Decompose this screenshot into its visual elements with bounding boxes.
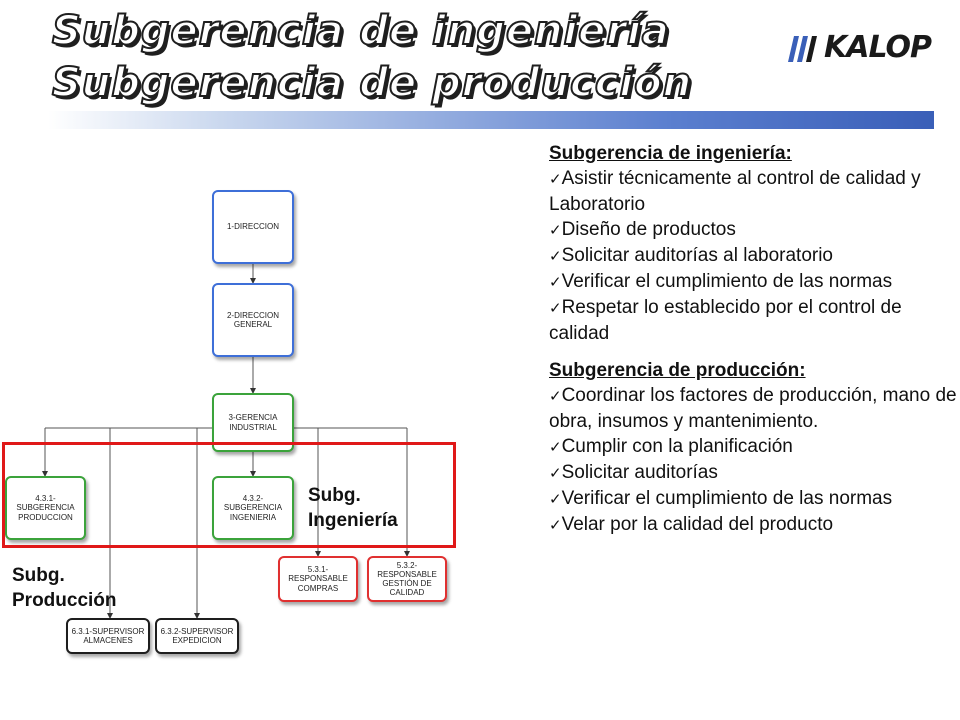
node-responsable-calidad: 5.3.2- RESPONSABLE GESTIÓN DE CALIDAD [367,556,447,602]
label-subg-produccion: Subg. Producción [12,565,117,611]
logo-text: KALOP [824,30,932,65]
node-direccion: 1-DIRECCION [212,190,294,264]
slide-title-line-1: Subgerencia de ingeniería [52,8,670,54]
node-responsable-compras: 5.3.1- RESPONSABLE COMPRAS [278,556,358,602]
functions-text-panel [549,141,959,538]
slide-title-line-2: Subgerencia de producción [52,60,693,106]
label-subg-ingenieria: Subg. Ingeniería [308,485,398,531]
section-title-produccion: Subgerencia de producción: [549,360,806,381]
node-supervisor-almacenes: 6.3.1-SUPERVISOR ALMACENES [66,618,150,654]
list-item: ✓ Asistir técnicamente al control de calidad y Laboratorio [549,166,959,217]
section-title-ingenieria: Subgerencia de ingeniería: [549,143,792,164]
list-item: ✓ Verificar el cumplimiento de las normas [549,486,959,512]
node-supervisor-expedicion: 6.3.2-SUPERVISOR EXPEDICION [155,618,239,654]
node-subgerencia-ingenieria: 4.3.2- SUBGERENCIA INGENIERIA [212,476,294,540]
node-direccion-general: 2-DIRECCION GENERAL [212,283,294,357]
list-item: ✓ Diseño de productos [549,217,959,243]
list-item: ✓ Verificar el cumplimiento de las normas [549,269,959,295]
node-subgerencia-produccion: 4.3.1- SUBGERENCIA PRODUCCION [5,476,86,540]
list-item: ✓ Respetar lo establecido por el control de calidad [549,295,959,346]
node-gerencia-industrial: 3-GERENCIA INDUSTRIAL [212,393,294,452]
list-item: ✓ Cumplir con la planificación [549,434,959,460]
list-item: ✓ Coordinar los factores de producción, mano de obra, insumos y mantenimiento. [549,383,959,434]
list-item: ✓ Solicitar auditorías al laboratorio [549,243,959,269]
list-item: ✓ Solicitar auditorías [549,460,959,486]
list-item: ✓ Velar por la calidad del producto [549,512,959,538]
